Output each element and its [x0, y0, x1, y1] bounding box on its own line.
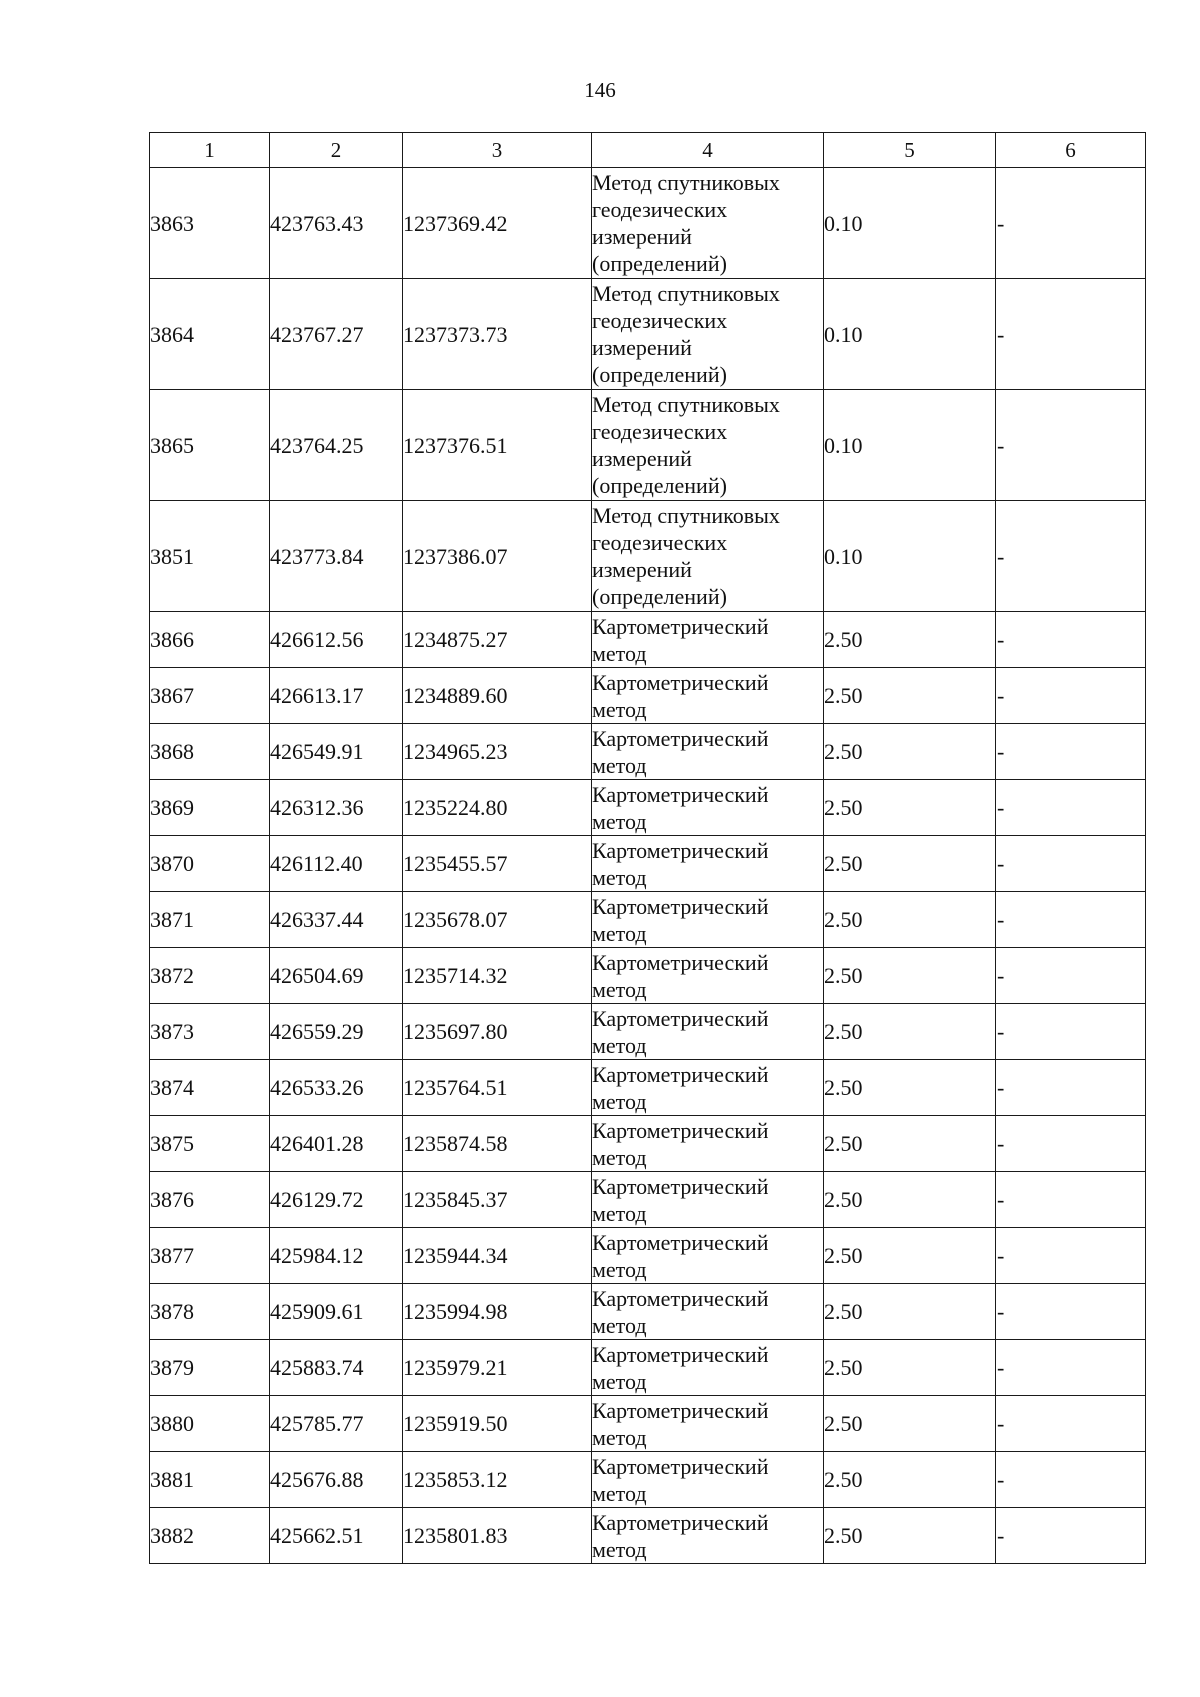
method-cell: Картометрический метод [592, 836, 824, 892]
method-cell: Картометрический метод [592, 892, 824, 948]
y-coordinate-cell: 1235224.80 [403, 780, 592, 836]
y-coordinate-cell: 1235845.37 [403, 1172, 592, 1228]
table-row [150, 168, 1146, 279]
column-header: 6 [996, 133, 1146, 168]
table-row [150, 836, 1146, 892]
column-header: 5 [824, 133, 996, 168]
point-number-cell: 3868 [150, 724, 270, 780]
method-cell: Метод спутниковых геодезических измерений (определений) [592, 279, 824, 390]
note-cell: - [996, 1172, 1146, 1228]
note-cell: - [996, 1396, 1146, 1452]
point-number-cell: 3872 [150, 948, 270, 1004]
x-coordinate-cell: 425662.51 [270, 1508, 403, 1564]
x-coordinate-cell: 426401.28 [270, 1116, 403, 1172]
accuracy-cell: 2.50 [824, 1508, 996, 1564]
table-row [150, 390, 1146, 501]
method-cell: Картометрический метод [592, 1508, 824, 1564]
accuracy-cell: 0.10 [824, 501, 996, 612]
coordinates-table [149, 132, 1146, 1564]
accuracy-cell: 2.50 [824, 780, 996, 836]
table-row [150, 1116, 1146, 1172]
table-row [150, 1284, 1146, 1340]
accuracy-cell: 2.50 [824, 1452, 996, 1508]
note-cell: - [996, 1004, 1146, 1060]
x-coordinate-cell: 426613.17 [270, 668, 403, 724]
table-row [150, 1172, 1146, 1228]
accuracy-cell: 2.50 [824, 836, 996, 892]
y-coordinate-cell: 1235979.21 [403, 1340, 592, 1396]
y-coordinate-cell: 1237373.73 [403, 279, 592, 390]
note-cell: - [996, 780, 1146, 836]
x-coordinate-cell: 426337.44 [270, 892, 403, 948]
table-row [150, 1060, 1146, 1116]
x-coordinate-cell: 425676.88 [270, 1452, 403, 1508]
point-number-cell: 3863 [150, 168, 270, 279]
x-coordinate-cell: 425785.77 [270, 1396, 403, 1452]
note-cell: - [996, 1116, 1146, 1172]
note-cell: - [996, 612, 1146, 668]
note-cell: - [996, 168, 1146, 279]
y-coordinate-cell: 1234965.23 [403, 724, 592, 780]
table-row [150, 1004, 1146, 1060]
method-cell: Картометрический метод [592, 1060, 824, 1116]
note-cell: - [996, 1228, 1146, 1284]
x-coordinate-cell: 426612.56 [270, 612, 403, 668]
table-row [150, 1396, 1146, 1452]
note-cell: - [996, 836, 1146, 892]
method-cell: Картометрический метод [592, 1452, 824, 1508]
table-row [150, 612, 1146, 668]
x-coordinate-cell: 423773.84 [270, 501, 403, 612]
y-coordinate-cell: 1235697.80 [403, 1004, 592, 1060]
method-cell: Метод спутниковых геодезических измерений (определений) [592, 168, 824, 279]
table-row [150, 1340, 1146, 1396]
accuracy-cell: 2.50 [824, 1172, 996, 1228]
method-cell: Картометрический метод [592, 612, 824, 668]
method-cell: Картометрический метод [592, 1228, 824, 1284]
table-body [150, 168, 1146, 1564]
method-cell: Картометрический метод [592, 1116, 824, 1172]
table-row [150, 724, 1146, 780]
x-coordinate-cell: 425984.12 [270, 1228, 403, 1284]
note-cell: - [996, 724, 1146, 780]
point-number-cell: 3874 [150, 1060, 270, 1116]
x-coordinate-cell: 425909.61 [270, 1284, 403, 1340]
table-row [150, 892, 1146, 948]
accuracy-cell: 0.10 [824, 279, 996, 390]
method-cell: Картометрический метод [592, 668, 824, 724]
y-coordinate-cell: 1235801.83 [403, 1508, 592, 1564]
accuracy-cell: 2.50 [824, 1060, 996, 1116]
y-coordinate-cell: 1234875.27 [403, 612, 592, 668]
point-number-cell: 3881 [150, 1452, 270, 1508]
point-number-cell: 3882 [150, 1508, 270, 1564]
x-coordinate-cell: 426129.72 [270, 1172, 403, 1228]
table-row [150, 948, 1146, 1004]
accuracy-cell: 2.50 [824, 1284, 996, 1340]
point-number-cell: 3871 [150, 892, 270, 948]
x-coordinate-cell: 426312.36 [270, 780, 403, 836]
table-row [150, 1452, 1146, 1508]
column-header: 1 [150, 133, 270, 168]
y-coordinate-cell: 1235853.12 [403, 1452, 592, 1508]
method-cell: Картометрический метод [592, 1396, 824, 1452]
accuracy-cell: 0.10 [824, 168, 996, 279]
page-number: 146 [584, 78, 616, 102]
method-cell: Картометрический метод [592, 780, 824, 836]
method-cell: Картометрический метод [592, 1004, 824, 1060]
point-number-cell: 3878 [150, 1284, 270, 1340]
x-coordinate-cell: 423767.27 [270, 279, 403, 390]
point-number-cell: 3867 [150, 668, 270, 724]
note-cell: - [996, 1452, 1146, 1508]
accuracy-cell: 2.50 [824, 724, 996, 780]
point-number-cell: 3870 [150, 836, 270, 892]
method-cell: Картометрический метод [592, 1340, 824, 1396]
y-coordinate-cell: 1235714.32 [403, 948, 592, 1004]
point-number-cell: 3866 [150, 612, 270, 668]
x-coordinate-cell: 425883.74 [270, 1340, 403, 1396]
table-row [150, 279, 1146, 390]
x-coordinate-cell: 426533.26 [270, 1060, 403, 1116]
note-cell: - [996, 892, 1146, 948]
y-coordinate-cell: 1235764.51 [403, 1060, 592, 1116]
accuracy-cell: 2.50 [824, 1396, 996, 1452]
table-header-row [150, 133, 1146, 168]
accuracy-cell: 2.50 [824, 892, 996, 948]
note-cell: - [996, 668, 1146, 724]
accuracy-cell: 2.50 [824, 1004, 996, 1060]
point-number-cell: 3865 [150, 390, 270, 501]
point-number-cell: 3879 [150, 1340, 270, 1396]
column-header: 4 [592, 133, 824, 168]
table-row [150, 668, 1146, 724]
column-header: 3 [403, 133, 592, 168]
y-coordinate-cell: 1235994.98 [403, 1284, 592, 1340]
y-coordinate-cell: 1235874.58 [403, 1116, 592, 1172]
y-coordinate-cell: 1235919.50 [403, 1396, 592, 1452]
x-coordinate-cell: 423763.43 [270, 168, 403, 279]
accuracy-cell: 2.50 [824, 612, 996, 668]
accuracy-cell: 2.50 [824, 1116, 996, 1172]
table-row [150, 501, 1146, 612]
accuracy-cell: 2.50 [824, 1340, 996, 1396]
x-coordinate-cell: 423764.25 [270, 390, 403, 501]
note-cell: - [996, 1340, 1146, 1396]
method-cell: Картометрический метод [592, 948, 824, 1004]
point-number-cell: 3869 [150, 780, 270, 836]
accuracy-cell: 2.50 [824, 948, 996, 1004]
x-coordinate-cell: 426549.91 [270, 724, 403, 780]
column-header: 2 [270, 133, 403, 168]
y-coordinate-cell: 1237369.42 [403, 168, 592, 279]
y-coordinate-cell: 1235455.57 [403, 836, 592, 892]
point-number-cell: 3876 [150, 1172, 270, 1228]
accuracy-cell: 2.50 [824, 1228, 996, 1284]
note-cell: - [996, 1284, 1146, 1340]
point-number-cell: 3873 [150, 1004, 270, 1060]
table-row [150, 780, 1146, 836]
y-coordinate-cell: 1235944.34 [403, 1228, 592, 1284]
accuracy-cell: 2.50 [824, 668, 996, 724]
x-coordinate-cell: 426112.40 [270, 836, 403, 892]
x-coordinate-cell: 426559.29 [270, 1004, 403, 1060]
method-cell: Метод спутниковых геодезических измерений (определений) [592, 501, 824, 612]
point-number-cell: 3864 [150, 279, 270, 390]
note-cell: - [996, 501, 1146, 612]
method-cell: Картометрический метод [592, 1284, 824, 1340]
accuracy-cell: 0.10 [824, 390, 996, 501]
y-coordinate-cell: 1234889.60 [403, 668, 592, 724]
method-cell: Картометрический метод [592, 1172, 824, 1228]
note-cell: - [996, 1508, 1146, 1564]
point-number-cell: 3875 [150, 1116, 270, 1172]
note-cell: - [996, 390, 1146, 501]
table-row [150, 1508, 1146, 1564]
y-coordinate-cell: 1237376.51 [403, 390, 592, 501]
note-cell: - [996, 1060, 1146, 1116]
table-row [150, 1228, 1146, 1284]
y-coordinate-cell: 1237386.07 [403, 501, 592, 612]
point-number-cell: 3877 [150, 1228, 270, 1284]
method-cell: Картометрический метод [592, 724, 824, 780]
point-number-cell: 3880 [150, 1396, 270, 1452]
note-cell: - [996, 948, 1146, 1004]
method-cell: Метод спутниковых геодезических измерений (определений) [592, 390, 824, 501]
x-coordinate-cell: 426504.69 [270, 948, 403, 1004]
note-cell: - [996, 279, 1146, 390]
point-number-cell: 3851 [150, 501, 270, 612]
y-coordinate-cell: 1235678.07 [403, 892, 592, 948]
